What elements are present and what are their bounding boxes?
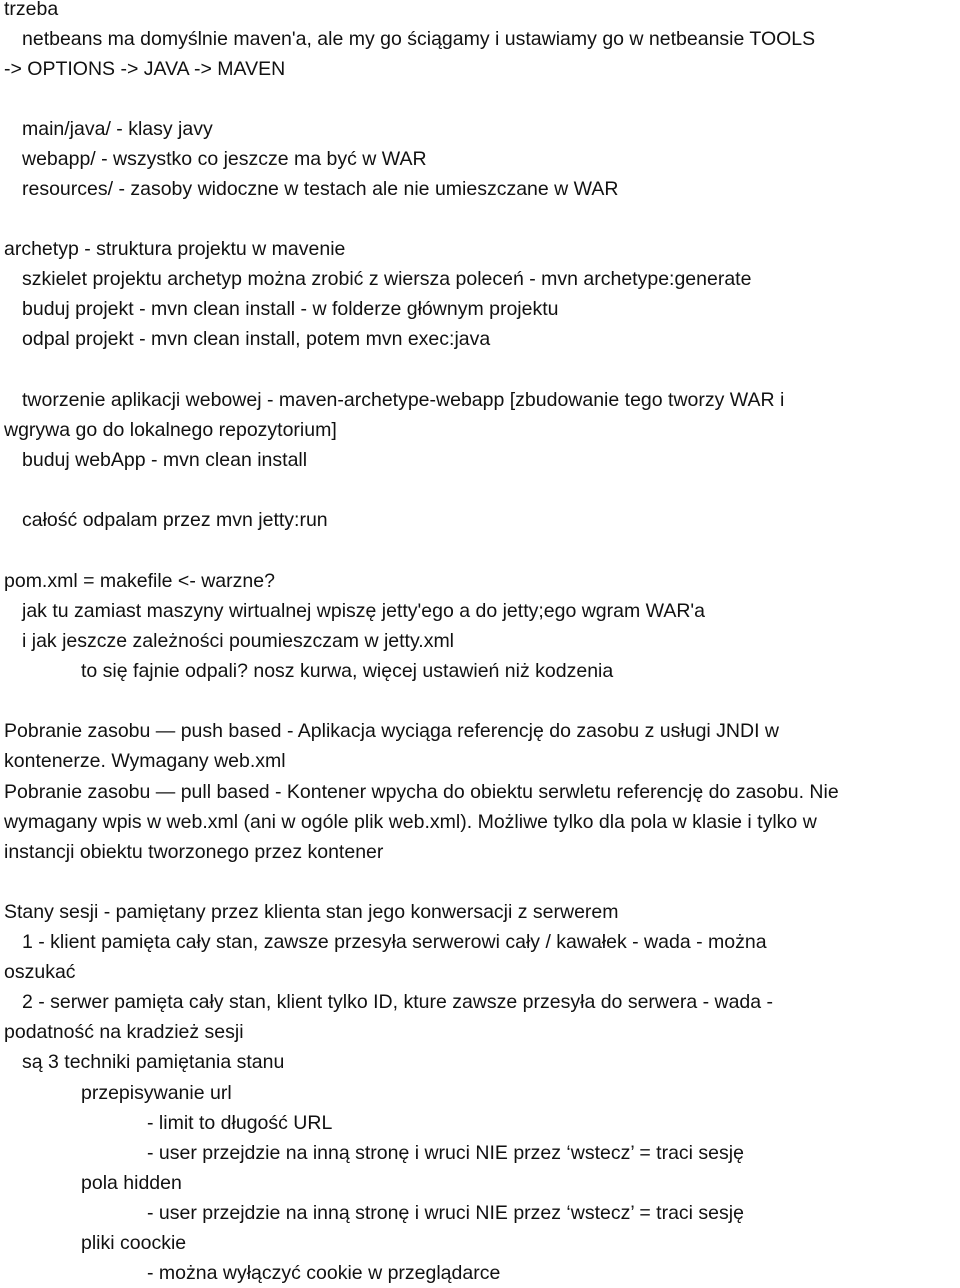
text-line: wymagany wpis w web.xml (ani w ogóle plik web.xml). Możliwe tylko dla pola w klasie i tylko w <box>4 811 817 833</box>
text-line: są 3 techniki pamiętania stanu <box>22 1051 285 1073</box>
text-line: kontenerze. Wymagany web.xml <box>4 750 286 772</box>
text-line: jak tu zamiast maszyny wirtualnej wpiszę jetty'ego a do jetty;ego wgram WAR'a <box>22 600 705 622</box>
text-line: pola hidden <box>81 1172 182 1194</box>
text-line: całość odpalam przez mvn jetty:run <box>22 509 328 531</box>
text-line: tworzenie aplikacji webowej - maven-archetype-webapp [zbudowanie tego tworzy WAR i <box>22 389 785 411</box>
text-line: - można wyłączyć cookie w przeglądarce <box>147 1262 501 1284</box>
text-line: Stany sesji - pamiętany przez klienta stan jego konwersacji z serwerem <box>4 901 619 923</box>
text-line: buduj projekt - mvn clean install - w folderze głównym projektu <box>22 298 559 320</box>
text-line: netbeans ma domyślnie maven'a, ale my go ściągamy i ustawiamy go w netbeansie TOOLS <box>22 28 816 50</box>
text-line: -> OPTIONS -> JAVA -> MAVEN <box>4 58 286 80</box>
text-line: 2 - serwer pamięta cały stan, klient tylko ID, kture zawsze przesyła do serwera - wada - <box>22 991 774 1013</box>
text-line: i jak jeszcze zależności poumieszczam w jetty.xml <box>22 630 455 652</box>
text-line: webapp/ - wszystko co jeszcze ma być w WAR <box>22 148 427 170</box>
text-line: wgrywa go do lokalnego repozytorium] <box>4 419 337 441</box>
text-line: podatność na kradzież sesji <box>4 1021 244 1043</box>
text-line: 1 - klient pamięta cały stan, zawsze przesyła serwerowi cały / kawałek - wada - można <box>22 931 767 953</box>
text-line: odpal projekt - mvn clean install, potem mvn exec:java <box>22 328 491 350</box>
text-line: - limit to długość URL <box>147 1112 333 1134</box>
text-line: buduj webApp - mvn clean install <box>22 449 308 471</box>
text-line: trzeba <box>4 0 59 20</box>
text-line: instancji obiektu tworzonego przez kontener <box>4 841 384 863</box>
text-line: pom.xml = makefile <- warzne? <box>4 570 275 592</box>
text-line: oszukać <box>4 961 76 983</box>
text-line: archetyp - struktura projektu w mavenie <box>4 238 346 260</box>
text-line: Pobranie zasobu — push based - Aplikacja wyciąga referencję do zasobu z usługi JNDI w <box>4 720 780 742</box>
text-line: przepisywanie url <box>81 1082 232 1104</box>
text-line: main/java/ - klasy javy <box>22 118 213 140</box>
text-line: resources/ - zasoby widoczne w testach ale nie umieszczane w WAR <box>22 178 619 200</box>
text-line: szkielet projektu archetyp można zrobić z wiersza poleceń - mvn archetype:generate <box>22 268 752 290</box>
text-line: - user przejdzie na inną stronę i wruci NIE przez ‘wstecz’ = traci sesję <box>147 1202 744 1224</box>
text-line: pliki coockie <box>81 1232 187 1254</box>
text-line: to się fajnie odpali? nosz kurwa, więcej ustawień niż kodzenia <box>81 660 614 682</box>
text-line: Pobranie zasobu — pull based - Kontener wpycha do obiektu serwletu referencję do zasobu. Nie <box>4 781 839 803</box>
text-line: - user przejdzie na inną stronę i wruci NIE przez ‘wstecz’ = traci sesję <box>147 1142 744 1164</box>
